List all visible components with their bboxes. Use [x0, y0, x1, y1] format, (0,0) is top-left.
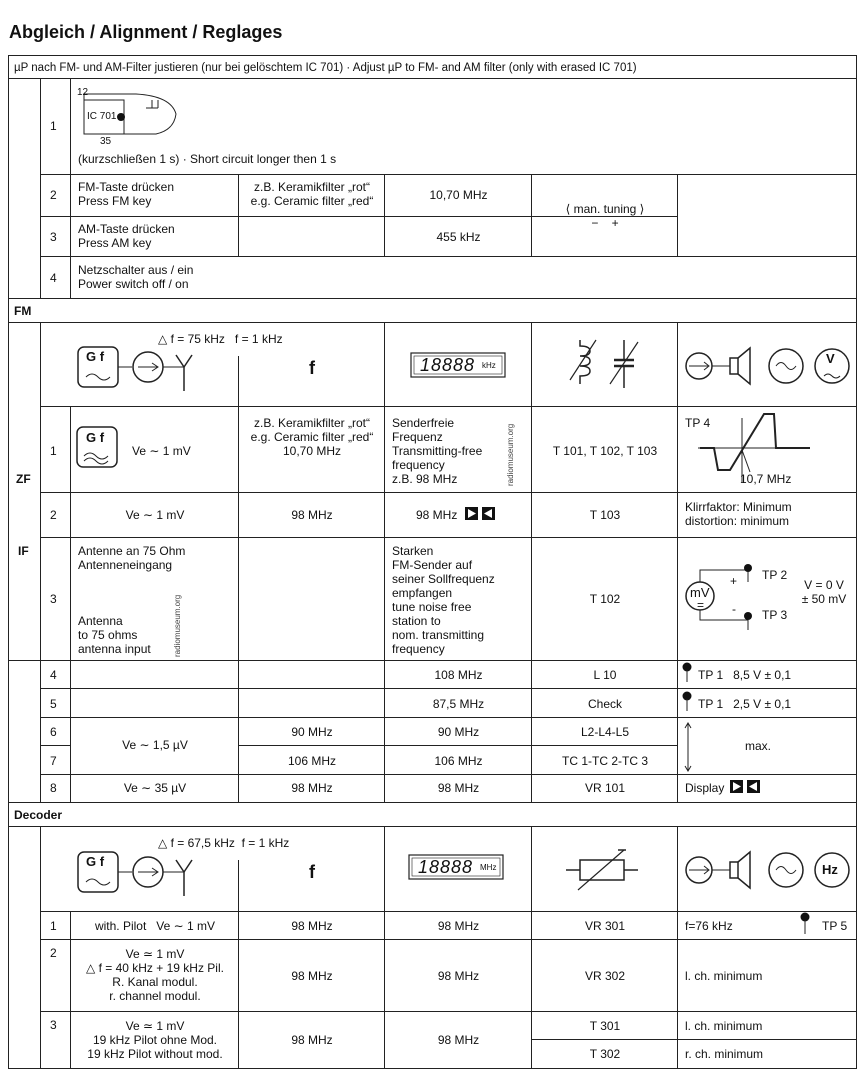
generator-frequency: 90 MHz — [291, 725, 333, 739]
section-label-decoder: Decoder — [14, 808, 63, 822]
input-level: Ve ≃ 1 mV △ f = 40 kHz + 19 kHz Pil. R. Kanal modul. r. channel modul. — [86, 947, 224, 1003]
row-number: 1 — [50, 119, 57, 133]
section-header-up: µP nach FM- und AM-Filter justieren (nur bei gelöschtem IC 701) · Adjust µP to FM- and AM filter (only with erased IC 701) — [14, 62, 637, 74]
adjust-element: T 302 — [589, 1047, 621, 1061]
filter-text: z.B. Keramikfilter „rot“ e.g. Ceramic filter „red“ 10,70 MHz — [250, 416, 374, 458]
power-switch-action: Netzschalter aus / ein Power switch off / on — [78, 263, 194, 291]
section-label-fm: FM — [14, 304, 32, 318]
input-level: Ve ∼ 35 µV — [123, 781, 187, 795]
row-number: 3 — [50, 592, 57, 606]
result-text: TP 1 8,5 V ± 0,1 — [698, 668, 792, 682]
result-text: Klirrfaktor: Minimum distortion: minimum — [685, 500, 792, 528]
row-number: 7 — [50, 754, 57, 768]
adjust-element: L 10 — [593, 668, 617, 682]
watermark: radiomuseum.org — [173, 594, 182, 657]
page-title: Abgleich / Alignment / Reglages — [9, 22, 283, 42]
tuning-frequency: 90 MHz — [437, 725, 480, 739]
generator-frequency: 98 MHz — [291, 781, 333, 795]
generator-frequency: 98 MHz — [291, 1033, 333, 1047]
result-text: r. ch. minimum — [685, 1047, 764, 1061]
result-text: l. ch. minimum — [685, 969, 763, 983]
filter-frequency: 455 kHz — [436, 230, 481, 244]
row-number: 2 — [50, 188, 57, 202]
tuning-frequency: 98 MHz — [437, 919, 480, 933]
adjust-element: T 101, T 102, T 103 — [552, 444, 658, 458]
result-text: Display — [685, 781, 725, 795]
tuning-frequency: 108 MHz — [434, 668, 483, 682]
tuning-frequency: 98 MHz — [437, 969, 480, 983]
row-number: 1 — [50, 444, 57, 458]
adjust-element: Check — [587, 697, 622, 711]
tuning-instruction: Starken FM-Sender auf seiner Sollfrequenz empfangen tune noise free station to nom. transmitting frequency — [392, 544, 495, 656]
frequency-symbol: f — [309, 862, 315, 882]
input-level: Ve ∼ 1 mV — [125, 508, 185, 522]
fm-key-action: FM-Taste drücken Press FM key — [78, 180, 175, 208]
adjust-element: VR 101 — [584, 781, 626, 795]
result-text: l. ch. minimum — [685, 1019, 763, 1033]
row-number: 6 — [50, 725, 57, 739]
adjust-element: TC 1-TC 2-TC 3 — [561, 754, 648, 768]
input-level: with. Pilot Ve ∼ 1 mV — [94, 919, 216, 933]
filter-text: z.B. Keramikfilter „rot“ e.g. Ceramic filter „red“ — [250, 180, 374, 208]
generator-frequency: 98 MHz — [291, 508, 333, 522]
manual-tuning-label: ⟨ man. tuning ⟩ − + — [565, 202, 645, 230]
generator-frequency: 98 MHz — [291, 969, 333, 983]
test-point-label: TP 4 — [685, 416, 711, 430]
row-number: 4 — [50, 668, 57, 682]
generator-frequency: 106 MHz — [287, 754, 337, 768]
tuning-frequency: 98 MHz — [416, 508, 458, 522]
tuning-frequency: Senderfreie Frequenz Transmitting-free frequency z.B. 98 MHz — [392, 416, 483, 486]
adjust-element: VR 302 — [584, 969, 626, 983]
adjust-element: VR 301 — [584, 919, 626, 933]
shortcircuit-caption: (kurzschließen 1 s) · Short circuit longer then 1 s — [78, 152, 337, 166]
adjust-element: T 103 — [589, 508, 621, 522]
am-key-action: AM-Taste drücken Press AM key — [78, 222, 175, 250]
row-number: 3 — [50, 230, 57, 244]
result-text: f=76 kHz — [685, 919, 733, 933]
adjust-element: T 102 — [589, 592, 621, 606]
tuning-frequency: 98 MHz — [437, 1033, 480, 1047]
tuning-frequency: 98 MHz — [437, 781, 480, 795]
generator-params: △ f = 67,5 kHz f = 1 kHz — [158, 836, 290, 850]
result-text: max. — [744, 739, 771, 753]
adjust-element: L2-L4-L5 — [580, 725, 630, 739]
row-number: 8 — [50, 781, 57, 795]
zf-label: ZF — [16, 472, 31, 486]
tuning-frequency: 87,5 MHz — [432, 697, 485, 711]
row-number: 1 — [50, 919, 57, 933]
row-number: 2 — [50, 508, 57, 522]
input-level: Ve ≃ 1 mV 19 kHz Pilot ohne Mod. 19 kHz Pilot without mod. — [87, 1019, 223, 1061]
result-text: V = 0 V ± 50 mV — [801, 578, 847, 606]
antenna-instruction: Antenne an 75 Ohm Antenneneingang — [78, 544, 186, 572]
adjust-element: T 301 — [589, 1019, 621, 1033]
test-point-label: TP 5 — [822, 919, 848, 933]
row-number: 4 — [50, 271, 57, 285]
row-number: 5 — [50, 697, 57, 711]
antenna-instruction-en: Antenna to 75 ohms antenna input — [78, 614, 151, 656]
frequency-symbol: f — [309, 358, 315, 378]
tuning-frequency: 106 MHz — [434, 754, 483, 768]
if-label: IF — [18, 544, 29, 558]
row-number: 3 — [50, 1018, 57, 1032]
result-text: TP 1 2,5 V ± 0,1 — [698, 697, 792, 711]
generator-frequency: 98 MHz — [291, 919, 333, 933]
row-number: 2 — [50, 946, 57, 960]
filter-frequency: 10,70 MHz — [429, 188, 488, 202]
input-level: Ve ∼ 1,5 µV — [122, 738, 188, 752]
watermark: radiomuseum.org — [506, 423, 515, 486]
generator-params: △ f = 75 kHz f = 1 kHz — [158, 332, 283, 346]
input-level: Ve ∼ 1 mV — [132, 444, 191, 458]
